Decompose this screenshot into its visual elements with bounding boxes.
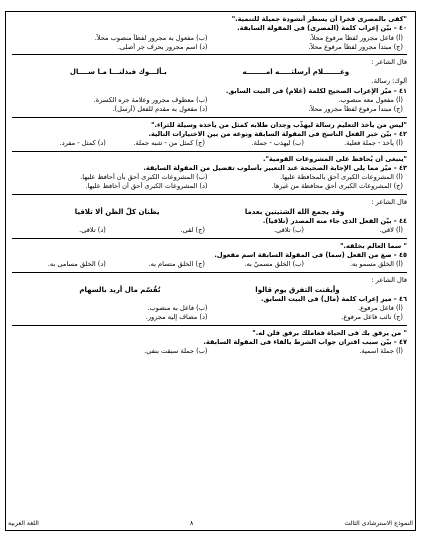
answer-option[interactable]: (أ) فاعل مجرور لفظاً مرفوع محلاً. — [309, 33, 403, 42]
answer-option[interactable]: (ب) مفعول به مجرور لفظاً منصوب محلاً. — [94, 33, 208, 42]
label-text: قال الشاعر : — [371, 197, 407, 206]
answer-options — [12, 96, 407, 105]
question-separator — [12, 151, 407, 152]
answer-option[interactable]: (د) المشروعات الكبرى أحق أن أحافظ عليها. — [85, 182, 208, 191]
answer-option[interactable]: (أ) الخلق مسمو به. — [349, 260, 403, 269]
answer-options — [12, 43, 407, 52]
answer-option[interactable]: (ب) الخلق مسميّ به. — [244, 260, 304, 269]
question-stem: ٤٢ - بيّن خبر الفعل الناسخ فى المقولة السابقة ونوعه من بين الاختيارات التالية. — [148, 129, 407, 138]
answer-options — [12, 34, 407, 43]
poem-verse — [12, 67, 407, 77]
quote-text: "كفى بالمصرى فخرا أن يسطر أنشودة جميلة للتنمية." — [231, 15, 407, 23]
question-stem: ٤٠ - بيّن إعراب كلمة (المصرى) فى المقولة السابقة. — [237, 24, 407, 33]
verse-hemistich: يظنان كلّ الظن ألا تلاقيا — [74, 208, 160, 217]
answer-option[interactable]: (أ) المشروعات الكبرى أحق بالمحافظة عليها. — [280, 173, 403, 182]
question-separator — [12, 117, 407, 118]
answer-option[interactable]: (أ) فاعل مرفوع. — [357, 304, 403, 313]
answer-option[interactable]: (أ) مفعول معه منصوب. — [338, 96, 403, 105]
answer-option[interactable]: (د) كمثل - مفرد. — [59, 139, 106, 148]
answer-options — [12, 313, 407, 322]
page-footer — [8, 518, 413, 528]
question-stem: ٤٦ - ميز إعراب كلمة (مال) فى البيت السابق. — [261, 294, 407, 303]
answer-option[interactable]: (ج) كمثل من - شبه جملة. — [133, 139, 205, 148]
label-text: قال الشاعر : — [371, 275, 407, 284]
answer-option[interactable]: (ب) فاعل به منصوب. — [147, 304, 208, 313]
answer-options — [12, 260, 407, 269]
answer-options — [12, 139, 407, 148]
question-separator — [12, 272, 407, 273]
question-stem: ٤٧ - بيّن سبب اقتران جواب الشرط بالفاء فى المقولة السابقة. — [203, 338, 407, 347]
answer-option[interactable]: (ب) المشروعات الكبرى أحق بأن أحافظ عليها. — [80, 173, 208, 182]
question-stem: ٤١ - ميّز الإعراب الصحيح لكلمة (غلام) فى البيت السابق. — [225, 86, 407, 95]
answer-option[interactable]: (ب) تلاقى. — [273, 226, 304, 235]
question-stem: ٤٣ - ميّز مما يلى الإجابة الصحيحة عند التعبير بأسلوب تفضيل من المقولة السابقة. — [143, 163, 407, 172]
question-separator — [12, 54, 407, 55]
poem-verse — [12, 285, 407, 295]
answer-option[interactable]: (أ) يأخذ - جملة فعلية. — [344, 139, 403, 148]
answer-option[interactable]: (د) الخلق مسامى به. — [47, 260, 106, 269]
answer-option[interactable]: (ج) الخلق متسام به. — [148, 260, 205, 269]
answer-option[interactable]: (ب) جملة سبقت بنفى. — [144, 347, 208, 356]
verse-hemistich: وقد يجمع الله الشتيتين بعدما — [244, 208, 345, 217]
poem-verse — [12, 207, 407, 217]
quote-text: "ليس من يأخذ التعليم رسالة ليهذّب وجدان طلابه كمثل من يأخذه وسيلة للثراء." — [151, 120, 407, 129]
answer-options — [12, 347, 407, 356]
answer-option[interactable]: (ج) لقى. — [180, 226, 205, 235]
footer-page-number: ٨ — [189, 519, 194, 527]
question-stem: ٤٤ - بيّن الفعل الذى جاء منه المصدر (تلاقيا). — [262, 217, 407, 226]
verse-hemistich: وأيقنت التفرق يوم قالوا — [255, 285, 340, 294]
answer-option[interactable]: (أ) لاقى. — [379, 226, 403, 235]
question-frame — [5, 11, 416, 531]
quote-text: "ينبغى أن يُحافظ على المشروعات القومية". — [262, 154, 407, 163]
question-separator — [12, 325, 407, 326]
answer-options — [12, 173, 407, 182]
answer-options — [12, 105, 407, 114]
answer-option[interactable]: (ج) مبتدأ مرفوع لفظاً مجرور محلاً. — [308, 105, 403, 114]
answer-option[interactable]: (ب) ليهذب - جملة. — [251, 139, 304, 148]
answer-option[interactable]: (ب) معطوف مجرور وعلامة جره الكسرة. — [93, 96, 208, 105]
question-separator — [12, 238, 407, 239]
answer-option[interactable]: (ج) مبتدأ مجرور لفظاً مرفوع محلاً. — [308, 42, 403, 51]
label-text: قال الشاعر : — [371, 58, 407, 67]
question-stem: ٤٥ - صغ من الفعل (سما) فى المقولة السابقة اسم مفعول. — [214, 250, 407, 259]
answer-option[interactable]: (أ) جملة اسمية. — [359, 347, 403, 356]
answer-options — [12, 304, 407, 313]
label-text: ألوك: رسالة. — [371, 77, 407, 86]
verse-hemistich: تُقُسّم مال أربد بالسهام — [79, 285, 161, 294]
verse-hemistich: وغـــــــلام أرسلتـــــه امــــــــه — [242, 68, 350, 77]
footer-subject: اللغة العربية — [8, 519, 39, 527]
footer-model-title: النموذج الاسترشادى الثالث — [344, 519, 413, 527]
answer-option[interactable]: (د) مضاف إليه مجرور. — [145, 313, 208, 322]
answer-options — [12, 182, 407, 191]
verse-hemistich: بـألـــوك فبذلنـــا مـا ســــال — [69, 68, 167, 77]
answer-option[interactable]: (د) تلاقى. — [79, 226, 106, 235]
question-separator — [12, 194, 407, 195]
answer-option[interactable]: (ج) نائب فاعل مرفوع. — [341, 313, 403, 322]
answer-option[interactable]: (د) اسم مجرور بحرف جر أصلى. — [117, 42, 208, 51]
quote-text: " من يرفق بك فى الحياة فعاملك برفق فلن له." — [252, 328, 407, 337]
answer-options — [12, 226, 407, 235]
answer-option[interactable]: (د) مفعول به مقدم للفعل (أرسل). — [112, 105, 208, 114]
answer-option[interactable]: (ج) المشروعات الكبرى أحق محافظة من غيرها. — [271, 182, 403, 191]
quote-text: " سما العالم بخلقه." — [340, 241, 407, 250]
